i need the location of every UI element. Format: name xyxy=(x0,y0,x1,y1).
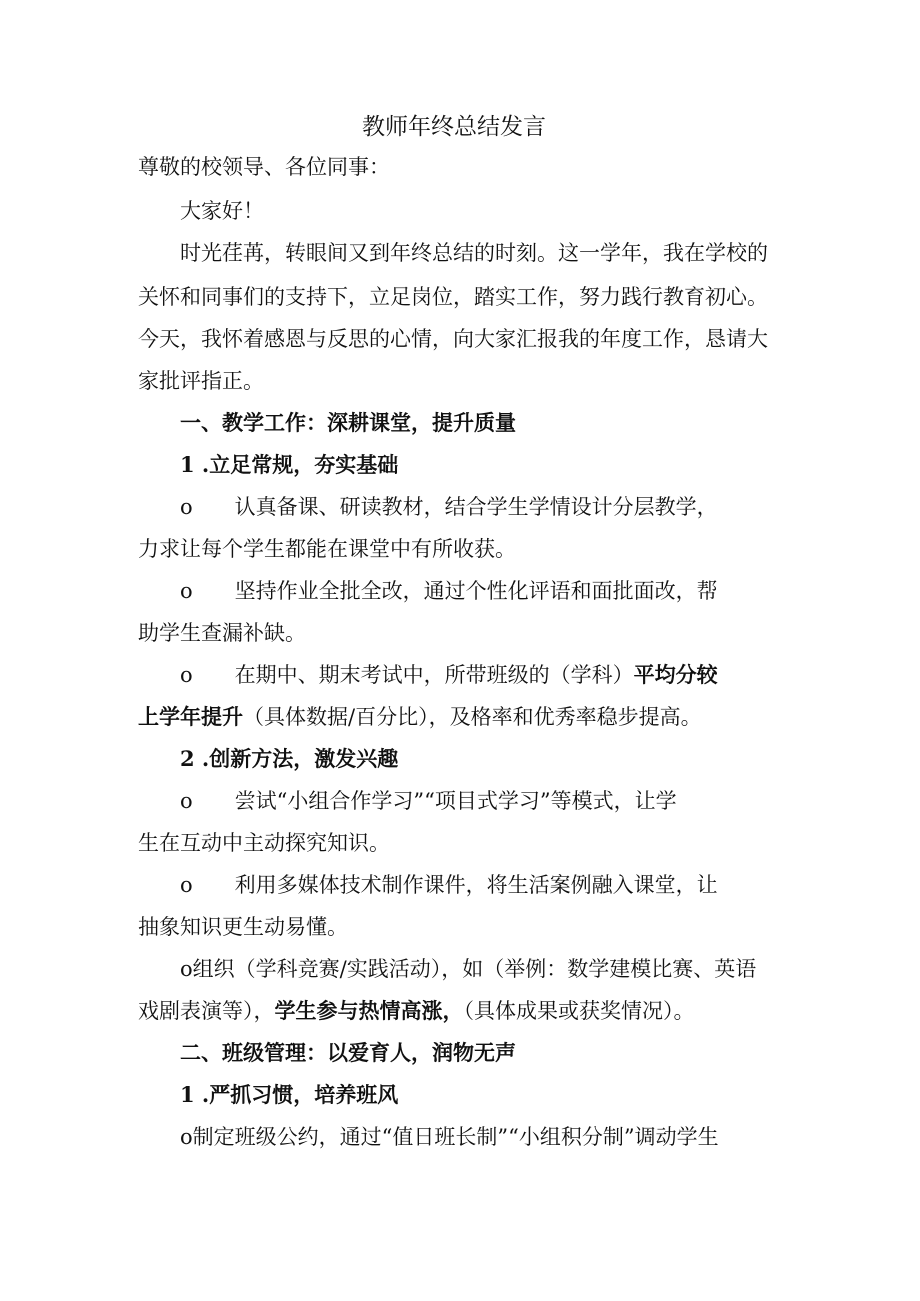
bullet-line: 生在互动中主动探究知识。 xyxy=(138,831,390,855)
intro-line: 今天，我怀着感恩与反思的心情，向大家汇报我的年度工作，恳请大 xyxy=(138,327,768,351)
document-title: 教师年终总结发言 xyxy=(362,114,546,140)
bullet-line: 力求让每个学生都能在课堂中有所收获。 xyxy=(138,537,516,561)
bullet-text: （具体数据/百分比），及格率和优秀率稳步提高。 xyxy=(243,705,702,729)
intro-line: 时光荏苒，转眼间又到年终总结的时刻。这一学年，我在学校的 xyxy=(180,241,768,265)
subsection-heading: 1 .严抓习惯，培养班风 xyxy=(180,1082,399,1107)
bullet-line: o 认真备课、研读教材，结合学生学情设计分层教学， xyxy=(180,495,718,519)
intro-line: 关怀和同事们的支持下，立足岗位，踏实工作，努力践行教育初心。 xyxy=(138,285,768,309)
section-heading: 一、教学工作：深耕课堂，提升质量 xyxy=(180,410,516,435)
bullet-line xyxy=(138,703,702,731)
bullet-emphasis: 上学年提升 xyxy=(138,704,243,729)
bullet-line: o 坚持作业全批全改，通过个性化评语和面批面改，帮 xyxy=(180,579,718,603)
bullet-line: o 尝试“小组合作学习”“项目式学习”等模式，让学 xyxy=(180,789,677,813)
greeting: 大家好！ xyxy=(180,199,264,223)
bullet-line: 助学生查漏补缺。 xyxy=(138,621,306,645)
bullet-text: （具体成果或获奖情况）。 xyxy=(463,999,695,1023)
bullet-line: o制定班级公约，通过“值日班长制”“小组积分制”调动学生 xyxy=(180,1125,719,1149)
bullet-text: o 在期中、期末考试中，所带班级的（学科） xyxy=(180,663,634,687)
intro-line: 家批评指正。 xyxy=(138,369,264,393)
bullet-emphasis: 学生参与热情高涨， xyxy=(274,998,464,1023)
bullet-line: 抽象知识更生动易懂。 xyxy=(138,915,348,939)
bullet-line xyxy=(138,997,695,1025)
bullet-line: o组织（学科竞赛/实践活动），如（举例：数学建模比赛、英语 xyxy=(180,957,757,981)
bullet-text: 戏剧表演等）， xyxy=(138,999,275,1023)
bullet-line xyxy=(180,661,718,689)
section-heading: 二、班级管理：以爱育人，润物无声 xyxy=(180,1040,516,1065)
bullet-emphasis: 平均分较 xyxy=(633,662,718,687)
bullet-line: o 利用多媒体技术制作课件，将生活案例融入课堂，让 xyxy=(180,873,718,897)
salutation: 尊敬的校领导、各位同事： xyxy=(138,155,390,179)
subsection-heading: 1 .立足常规，夯实基础 xyxy=(180,452,399,477)
subsection-heading: 2 .创新方法，激发兴趣 xyxy=(180,746,399,771)
